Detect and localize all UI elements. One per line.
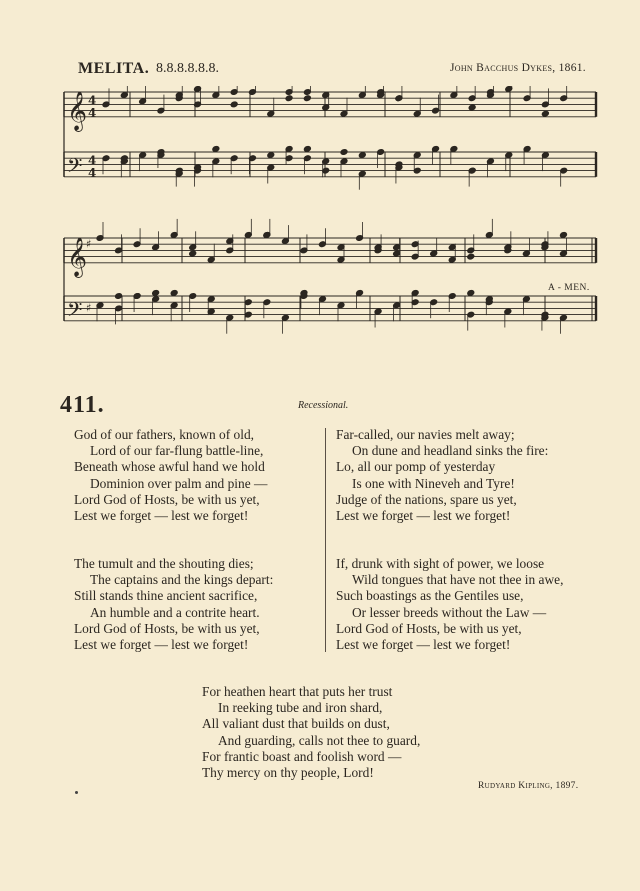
note-head: [170, 290, 178, 297]
verse-line: Lo, all our pomp of yesterday: [336, 459, 496, 475]
treble-clef: 𝄞: [67, 236, 88, 277]
note-head: [303, 146, 311, 153]
verse-line: Lord of our far-flung battle-line,: [90, 443, 264, 459]
tune-name: MELITA.: [78, 60, 150, 77]
tune-header: [78, 60, 586, 80]
note-head: [340, 149, 348, 156]
verse-line: For frantic boast and foolish word —: [202, 748, 402, 764]
hymn-number: 411.: [60, 392, 105, 418]
note-head: [303, 95, 311, 102]
composer-credit: John Bacchus Dykes, 1861.: [449, 62, 586, 74]
verse-line: Lest we forget — lest we forget!: [336, 637, 511, 653]
amen-label: A - MEN.: [548, 283, 590, 293]
note-head: [560, 232, 568, 239]
verse-line: Wild tongues that have not thee in awe,: [352, 572, 564, 588]
verse-line: Thy mercy on thy people, Lord!: [202, 765, 374, 781]
note-head: [133, 293, 141, 300]
verse-line: The tumult and the shouting dies;: [74, 556, 254, 571]
note-head: [468, 167, 476, 174]
note-head: [263, 232, 271, 239]
note-head: [212, 146, 220, 153]
hymn-title: Recessional.: [298, 400, 349, 411]
treble-clef: 𝄞: [67, 90, 88, 131]
note-head: [395, 95, 403, 102]
note-head: [189, 250, 197, 257]
verse-line: All valiant dust that builds on dust,: [202, 716, 390, 732]
verse-line: Lest we forget — lest we forget!: [74, 637, 249, 653]
note-head: [267, 152, 275, 159]
bass-clef: 𝄢: [67, 153, 83, 182]
time-signature: 4: [88, 105, 97, 120]
verse-line: If, drunk with sight of power, we loose: [336, 556, 545, 571]
music-score: [60, 86, 604, 356]
verse-line: Lest we forget — lest we forget!: [74, 508, 249, 524]
verse-5: [202, 684, 420, 781]
verse-line: An humble and a contrite heart.: [90, 604, 260, 620]
verse-line: Beneath whose awful hand we hold: [74, 459, 265, 475]
verse-line: Such boastings as the Gentiles use,: [336, 588, 524, 604]
key-signature: ♯: [86, 237, 92, 251]
verse-line: Dominion over palm and pine —: [90, 475, 268, 491]
verse-line: God of our fathers, known of old,: [74, 427, 254, 442]
time-signature: 4: [88, 93, 97, 108]
column-divider: [325, 428, 326, 652]
verse-line: Far-called, our navies melt away;: [336, 427, 515, 442]
note-head: [541, 110, 549, 117]
verse-line: For heathen heart that puts her trust: [202, 684, 393, 699]
verse-4: [336, 556, 563, 653]
verse-line: Lord God of Hosts, be with us yet,: [74, 620, 260, 636]
author-credit: Rudyard Kipling, 1897.: [478, 781, 579, 791]
verse-line: Is one with Nineveh and Tyre!: [352, 475, 515, 491]
verse-line: In reeking tube and iron shard,: [218, 700, 383, 716]
time-signature: 4: [88, 153, 97, 168]
verse-line: Judge of the nations, spare us yet,: [336, 491, 517, 507]
note-head: [152, 290, 160, 297]
tune-meter: 8.8.8.8.8.8.: [156, 61, 219, 76]
note-head: [467, 290, 475, 297]
verse-line: The captains and the kings depart:: [90, 572, 274, 588]
note-head: [230, 101, 238, 108]
bass-clef: 𝄢: [67, 297, 83, 326]
note-head: [285, 95, 293, 102]
verse-line: Lest we forget — lest we forget!: [336, 508, 511, 524]
note-head: [358, 152, 366, 159]
page-mark: [75, 791, 78, 794]
key-signature: ♯: [86, 301, 92, 315]
verse-line: Lord God of Hosts, be with us yet,: [74, 491, 260, 507]
verse-1: [74, 427, 267, 524]
time-signature: 4: [88, 165, 97, 180]
verse-line: On dune and headland sinks the fire:: [352, 443, 549, 459]
note-head: [115, 293, 123, 300]
verse-line: Still stands thine ancient sacrifice,: [74, 588, 258, 604]
note-head: [468, 104, 476, 111]
verse-3: [74, 556, 273, 653]
verse-2: [336, 427, 548, 524]
verse-line: And guarding, calls not thee to guard,: [218, 732, 421, 748]
note-head: [467, 253, 475, 260]
verse-line: Lord God of Hosts, be with us yet,: [336, 620, 522, 636]
verse-line: Or lesser breeds without the Law —: [352, 604, 547, 620]
